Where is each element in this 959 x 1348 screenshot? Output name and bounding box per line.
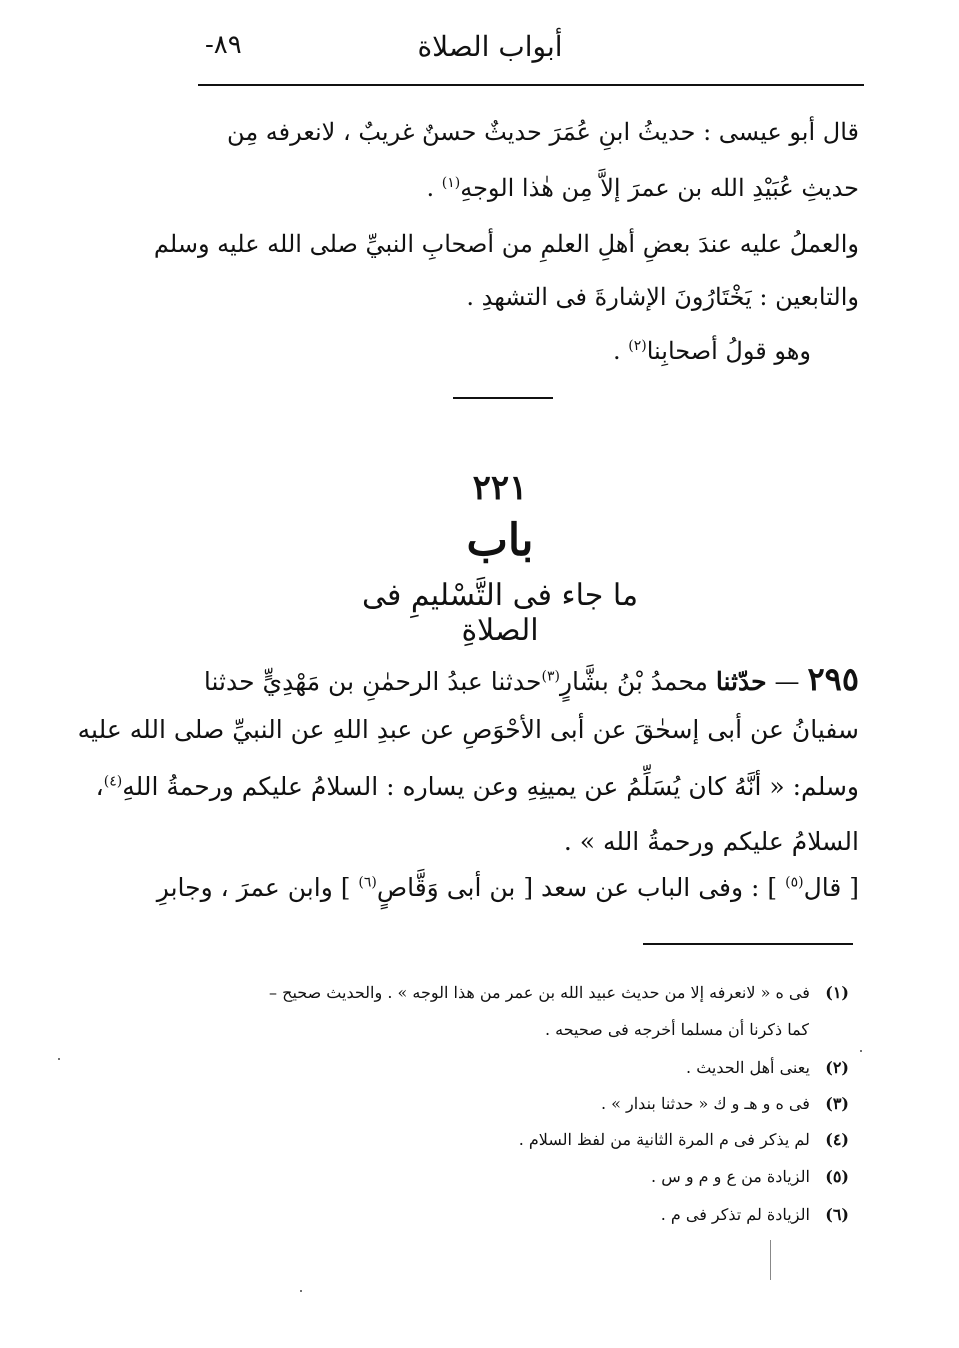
scan-mark	[770, 1240, 771, 1280]
hadith-line-5-b: ] : وفى الباب عن سعد [ بن أبى وَقَّاصٍ	[376, 873, 786, 902]
footnote-4	[209, 1130, 849, 1151]
hadith-line-1	[199, 660, 859, 698]
footnote-text: الزيادة لم تذكر فى م .	[660, 1205, 810, 1224]
footnote-ref-6: (٦)	[358, 874, 377, 891]
footnote-number: (١)	[825, 983, 849, 1002]
page-number: -٨٩	[205, 30, 242, 60]
footnote-text: فى ه و هـ و ك « حدثنا بندار » .	[600, 1094, 810, 1113]
footnote-number: (٦)	[825, 1205, 849, 1224]
chapter-title: ما جاء فى التَّسْليمِ فى الصلاةِ	[361, 578, 639, 648]
hadith-haddathana: حدّثنا	[715, 667, 767, 696]
footnote-6	[209, 1205, 849, 1226]
intro-line-3: والعملُ عليه عندَ بعضِ أهلِ العلمِ من أصحابِ النبيِّ صلى الله عليه وسلم	[153, 230, 859, 258]
intro-line-2-text: حديثِ عُبَيْدِ الله بن عمرَ إلاَّ مِن هٰذا الوجهِ	[460, 174, 859, 202]
footnote-ref-4: (٤)	[103, 773, 123, 790]
hadith-number: ٢٩٥	[807, 660, 859, 698]
hadith-dash: —	[766, 667, 808, 696]
footnote-text: يعنى أهل الحديث .	[686, 1058, 810, 1077]
scan-speck	[860, 1050, 862, 1052]
footnote-ref-3: (٣)	[541, 668, 560, 685]
footnote-ref-1: (١)	[441, 175, 461, 191]
intro-line-5-end: .	[612, 337, 629, 365]
scan-speck	[300, 1290, 302, 1292]
footnote-text: فى ه « لانعرفه إلا من حديث عبيد الله بن عمر من هذا الوجه » . والحديث صحيح –	[269, 983, 810, 1002]
intro-line-2-end: .	[426, 174, 442, 202]
hadith-line-5	[156, 873, 859, 903]
intro-line-2	[199, 174, 859, 203]
footnote-5	[209, 1167, 849, 1188]
chapter-number: ٢٢١	[472, 468, 528, 508]
footnote-2	[209, 1058, 849, 1079]
footnote-number: (٣)	[825, 1094, 849, 1113]
footnote-text: لم يذكر فى م المرة الثانية من لفظ السلام .	[518, 1130, 810, 1149]
footnote-text: كما ذكرنا أن مسلما أخرجه فى صحيحه .	[544, 1020, 809, 1039]
hadith-line-1-end: حدثنا عبدُ الرحمٰنِ بن مَهْدِيٍّ حدثنا	[203, 667, 542, 696]
footnote-number: (٤)	[825, 1130, 849, 1149]
intro-line-5	[199, 337, 811, 366]
hadith-line-5-c: ] وابن عمرَ ، وجابرِ	[156, 873, 359, 902]
intro-line-1: قال أبو عيسى : حديثُ ابنِ عُمَرَ حديثٌ حسنٌ غريبٌ ، لانعرفه مِن	[227, 118, 859, 146]
footnote-number: (٥)	[825, 1167, 849, 1186]
hadith-line-3-end: ،	[95, 772, 104, 801]
chapter-bab-heading: باب	[466, 515, 534, 566]
running-header-title: أبواب الصلاة	[417, 30, 563, 63]
intro-line-5-text: وهو قولُ أصحابِنا	[646, 337, 811, 365]
hadith-line-5-a: [ قال	[803, 873, 859, 902]
hadith-line-2: سفيانُ عن أبى إسحٰقَ عن أبى الأحْوَصِ عن عبدِ اللهِ عن النبيِّ صلى الله عليه	[77, 715, 859, 744]
scan-speck	[58, 1058, 60, 1060]
hadith-line-3-text: وسلم: « أنَّهُ كان يُسَلِّمُ عن يمينِهِ وعن يساره : السلامُ عليكم ورحمةُ اللهِ	[122, 772, 859, 801]
intro-line-4: والتابعين : يَخْتَارُونَ الإشارةَ فى التشهدِ .	[466, 283, 859, 311]
footnote-text: الزيادة من ع و م و س .	[651, 1167, 810, 1186]
footnote-ref-2: (٢)	[628, 338, 647, 354]
footnote-1-continued	[169, 1020, 809, 1041]
footnote-number: (٢)	[825, 1058, 849, 1077]
footnote-3	[209, 1094, 849, 1115]
footnote-rule	[643, 943, 853, 945]
hadith-line-1-rest: محمدُ بْنُ بشَّارٍ	[559, 667, 716, 696]
hadith-line-4: السلامُ عليكم ورحمةُ الله » .	[563, 827, 859, 856]
footnote-ref-5: (٥)	[785, 874, 804, 891]
footnote-1	[209, 983, 849, 1004]
hadith-line-3	[95, 772, 859, 802]
section-divider	[453, 397, 553, 399]
header-rule	[198, 84, 864, 86]
